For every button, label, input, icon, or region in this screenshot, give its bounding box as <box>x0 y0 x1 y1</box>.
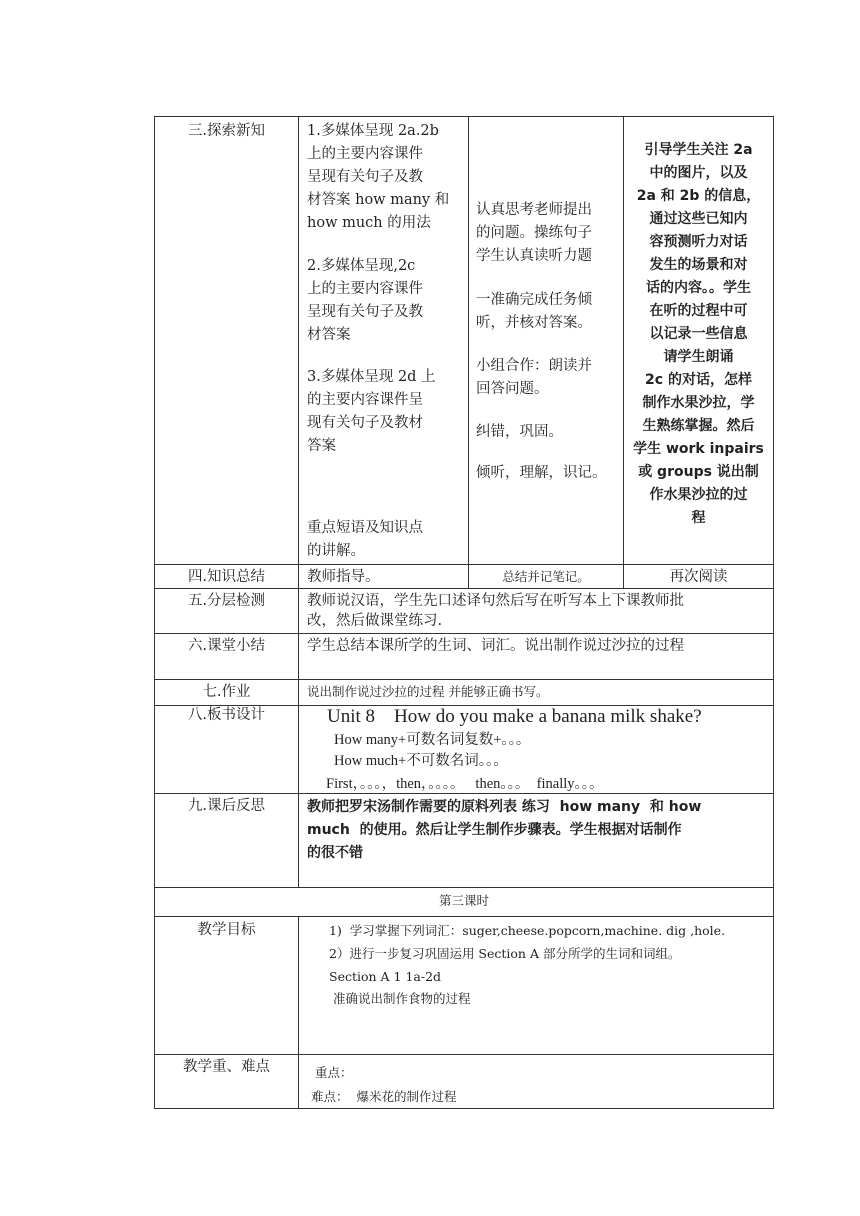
text-line: 倾听，理解，识记。 <box>476 465 607 481</box>
text-line: 回答问题。 <box>476 381 549 397</box>
objective-line: Section A 1 1a-2d <box>329 969 442 984</box>
objective-line: 1) 学习掌握下列词汇：suger,cheese.popcorn,machine. dig ,hole. <box>329 923 726 938</box>
text-line: 以记录一些信息 <box>649 326 748 342</box>
text-line: 材答案 how many 和 <box>307 192 450 208</box>
text-line: 上的主要内容课件 <box>307 146 423 162</box>
objective-line: 2）进行一步复习巩固运用 Section A 部分所学的生词和词组。 <box>329 946 681 961</box>
section7-text: 说出制作说过沙拉的过程 并能够正确书写。 <box>307 684 549 699</box>
text-line: 一准确完成任务倾 <box>476 292 592 308</box>
section4-teacher: 教师指导。 <box>307 569 380 585</box>
reflection-line: much 的使用。然后让学生制作步骤表。学生根据对话制作 <box>307 822 682 838</box>
board-line: How much+不可数名词。。。 <box>334 753 508 769</box>
section5-label: 五.分层检测 <box>187 593 266 609</box>
text-line: 话的内容。。学生 <box>646 280 751 296</box>
reflection-line: 教师把罗宋汤制作需要的原料列表 练习 how many 和 how <box>307 799 702 815</box>
board-line: First，。。。，then，。。。。 then。。。 finally。。。 <box>326 776 604 792</box>
text-line: 生熟练掌握。然后 <box>642 418 755 434</box>
section7-label: 七.作业 <box>202 684 251 700</box>
section5-line: 改，然后做课堂练习. <box>307 613 443 629</box>
text-line: 引导学生关注 2a <box>644 142 753 158</box>
text-line: 在听的过程中可 <box>649 303 748 319</box>
text-line: 答案 <box>307 438 336 454</box>
text-line: 现有关句子及教材 <box>307 415 423 431</box>
text-line: 呈现有关句子及教 <box>307 304 423 320</box>
lesson3-title: 第三课时 <box>438 893 489 908</box>
text-line: 3.多媒体呈现 2d 上 <box>307 369 436 385</box>
section9-label: 九.课后反思 <box>187 798 266 814</box>
board-title: Unit 8 How do you make a banana milk shake? <box>327 706 702 727</box>
text-line: 的问题。操练句子 <box>476 225 592 241</box>
text-line: 2.多媒体呈现,2c <box>307 258 416 274</box>
section6-text: 学生总结本课所学的生词、词汇。说出制作说过沙拉的过程 <box>307 638 684 654</box>
text-line: 制作水果沙拉，学 <box>642 395 755 411</box>
text-line: 1.多媒体呈现 2a.2b <box>307 123 439 139</box>
section3-label: 三.探索新知 <box>187 123 266 139</box>
text-line: 请学生朗诵 <box>663 349 734 365</box>
text-line: 重点短语及知识点 <box>307 520 423 536</box>
board-line: How many+可数名词复数+。。。 <box>334 732 531 748</box>
text-line: 认真思考老师提出 <box>476 202 592 218</box>
text-line: 听，并核对答案。 <box>476 315 592 331</box>
text-line: 发生的场景和对 <box>649 257 748 273</box>
text-line: how much 的用法 <box>307 215 431 231</box>
section5-line: 教师说汉语，学生先口述译句然后写在听写本上下课教师批 <box>307 593 684 609</box>
text-line: 的讲解。 <box>307 543 365 559</box>
text-line: 上的主要内容课件 <box>307 281 423 297</box>
text-line: 学生 work inpairs <box>633 441 764 457</box>
difficult-point: 难点： 爆米花的制作过程 <box>311 1089 457 1104</box>
text-line: 作水果沙拉的过 <box>649 487 748 503</box>
text-line: 学生认真读听力题 <box>476 248 592 264</box>
section4-label: 四.知识总结 <box>187 569 266 585</box>
key-point: 重点： <box>315 1065 353 1080</box>
text-line: 呈现有关句子及教 <box>307 169 423 185</box>
objective-line: 准确说出制作食物的过程 <box>329 991 471 1006</box>
text-line: 2a 和 2b 的信息， <box>636 188 761 204</box>
section6-label: 六.课堂小结 <box>187 638 266 654</box>
text-line: 通过这些已知内 <box>649 211 748 227</box>
text-line: 材答案 <box>307 327 351 343</box>
section4-intent: 再次阅读 <box>669 569 728 585</box>
text-line: 或 groups 说出制 <box>638 464 759 480</box>
objectives-label: 教学目标 <box>197 922 256 938</box>
text-line: 容预测听力对话 <box>649 234 748 250</box>
reflection-line: 的很不错 <box>307 845 363 861</box>
text-line: 小组合作：朗读并 <box>476 358 592 374</box>
text-line: 中的图片，以及 <box>649 165 748 181</box>
keypoints-label: 教学重、难点 <box>183 1059 270 1075</box>
text-line: 程 <box>691 510 706 526</box>
text-line: 2c 的对话，怎样 <box>645 372 752 388</box>
section8-label: 八.板书设计 <box>187 707 266 723</box>
section4-student: 总结并记笔记。 <box>502 569 590 584</box>
text-line: 的主要内容课件呈 <box>307 392 423 408</box>
text-line: 纠错，巩固。 <box>476 424 563 440</box>
